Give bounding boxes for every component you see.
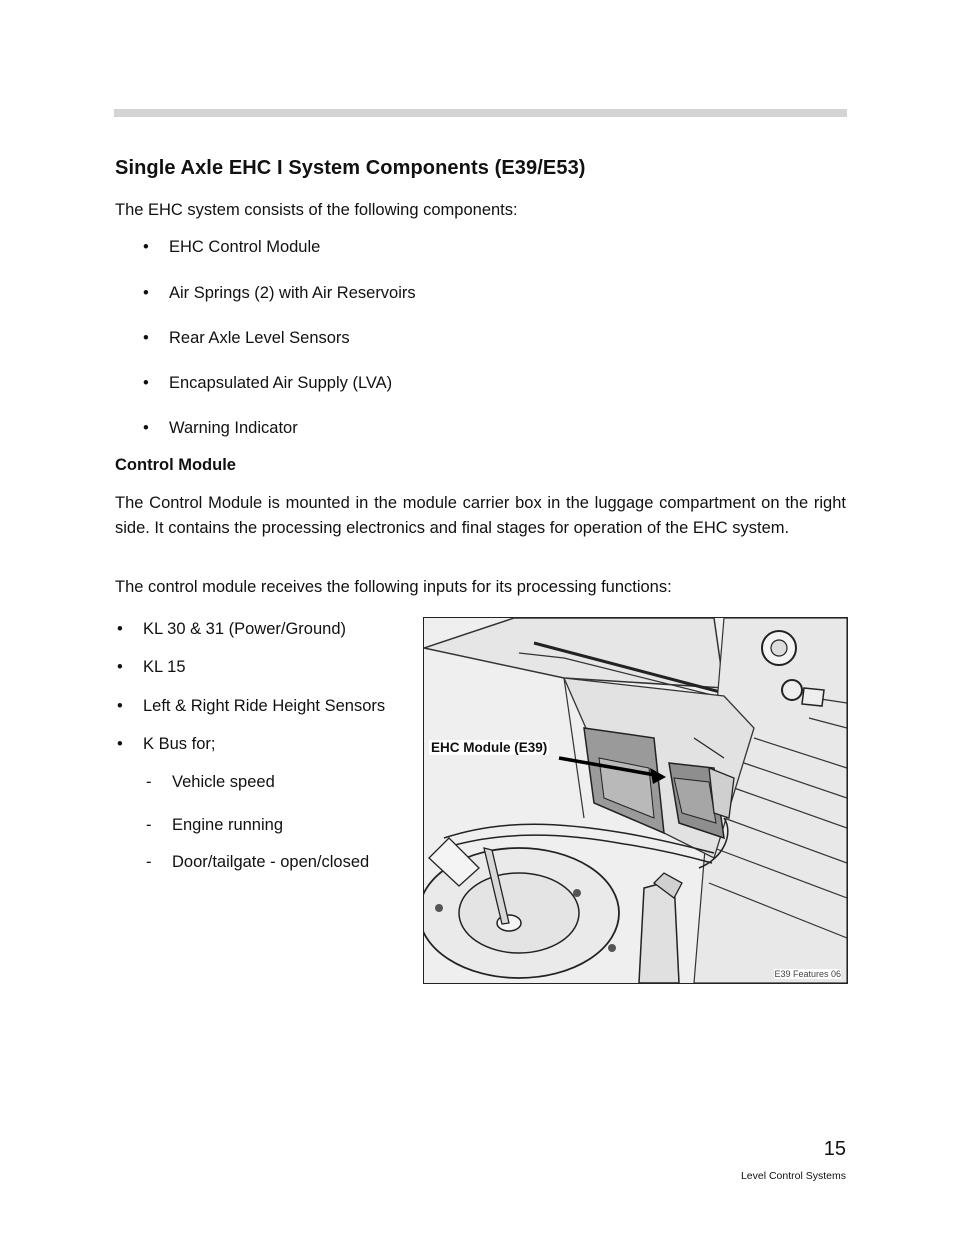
bullet-icon: • xyxy=(117,620,123,638)
list-item-label: Rear Axle Level Sensors xyxy=(169,329,350,347)
footer-title: Level Control Systems xyxy=(740,1170,846,1182)
sub-list-item-label: Engine running xyxy=(172,816,284,834)
list-item-label: EHC Control Module xyxy=(169,238,321,256)
luggage-compartment-illustration xyxy=(424,618,847,983)
page-number: 15 xyxy=(823,1138,846,1160)
bullet-icon: • xyxy=(143,329,149,347)
bullet-icon: • xyxy=(143,284,149,302)
dash-icon: - xyxy=(146,816,152,834)
figure-caption: E39 Features 06 xyxy=(774,969,841,979)
bullet-icon: • xyxy=(143,238,149,256)
control-module-paragraph: The Control Module is mounted in the module carrier box in the luggage compartment on the right side. It contains the processing electronics and final stages for operation of the EHC system. xyxy=(115,494,846,537)
list-item-label: Left & Right Ride Height Sensors xyxy=(143,697,386,715)
list-item-label: KL 15 xyxy=(143,658,186,676)
bullet-icon: • xyxy=(117,735,123,753)
list-item-label: Warning Indicator xyxy=(169,419,298,437)
intro-text: The EHC system consists of the following components: xyxy=(115,201,518,219)
control-module-heading: Control Module xyxy=(115,456,236,474)
bullet-icon: • xyxy=(143,419,149,437)
sub-list-item-label: Door/tailgate - open/closed xyxy=(172,853,370,871)
list-item-label: K Bus for; xyxy=(143,735,216,753)
dash-icon: - xyxy=(146,853,152,871)
dash-icon: - xyxy=(146,773,152,791)
bullet-icon: • xyxy=(143,374,149,392)
sub-list-item-label: Vehicle speed xyxy=(172,773,275,791)
bullet-icon: • xyxy=(117,697,123,715)
top-rule xyxy=(114,109,847,117)
list-item-label: KL 30 & 31 (Power/Ground) xyxy=(143,620,346,638)
inputs-intro: The control module receives the following inputs for its processing functions: xyxy=(115,578,672,596)
bullet-icon: • xyxy=(117,658,123,676)
list-item-label: Encapsulated Air Supply (LVA) xyxy=(169,374,393,392)
section-heading: Single Axle EHC I System Components (E39/E53) xyxy=(115,157,586,179)
ehc-module-label: EHC Module (E39) xyxy=(431,740,548,755)
ehc-module-figure xyxy=(423,617,848,984)
list-item-label: Air Springs (2) with Air Reservoirs xyxy=(169,284,416,302)
